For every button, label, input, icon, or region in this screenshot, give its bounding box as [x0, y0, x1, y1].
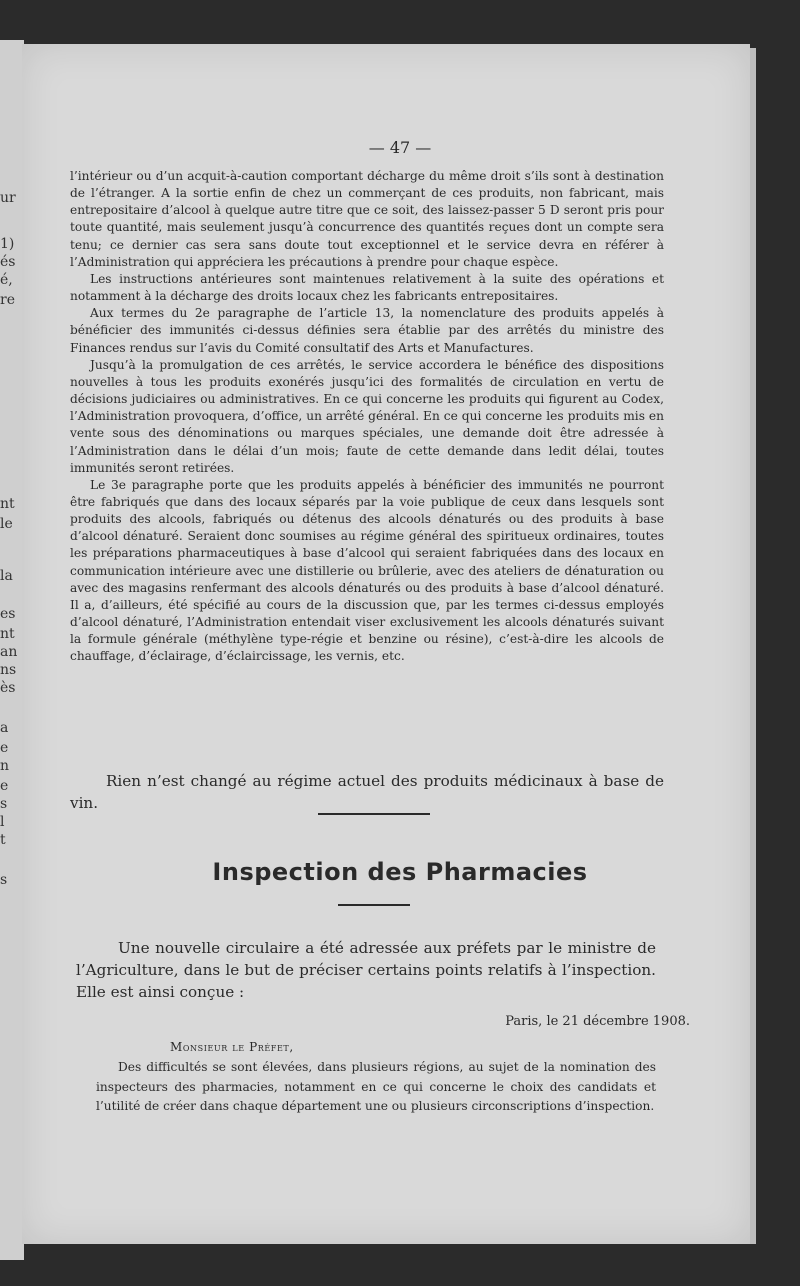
paragraph: Aux termes du 2e paragraphe de l’article 13, la nomenclature des produits appelés à bénéficier des immunités ci-dessus définies sera établie par des arrêtés du ministre des Finances rendus sur l’avis du Comité consultatif des Arts et Manufactures. — [70, 306, 664, 355]
facing-page-fragment: é, — [0, 272, 13, 288]
letter-body — [96, 1058, 656, 1117]
letter-paragraph: Des difficultés se sont élevées, dans plusieurs régions, au sujet de la nomination des inspecteurs des pharmacies, notamment en ce qui concerne le choix des candidats et l’utilité de créer dans chaque département une ou plusieurs circonscriptions d’inspection. — [96, 1060, 656, 1113]
facing-page-fragment: le — [0, 516, 13, 532]
facing-page-fragment: e — [0, 778, 9, 794]
facing-page-fragment: ur — [0, 190, 16, 206]
intro-paragraph: Une nouvelle circulaire a été adressée aux préfets par le ministre de l’Agriculture, dans le but de préciser certains points relatifs à l’inspection. Elle est ainsi conçue : — [76, 939, 656, 1001]
facing-page-fragment: a — [0, 720, 9, 736]
facing-page-fragment: nt — [0, 626, 15, 642]
facing-page-fragment: re — [0, 292, 15, 308]
section-title: Inspection des Pharmacies — [212, 858, 588, 886]
facing-page-fragment: es — [0, 606, 16, 622]
facing-page-fragment: ès — [0, 680, 16, 696]
facing-page-edge — [0, 40, 24, 1260]
salutation — [170, 1040, 294, 1054]
title-underline — [338, 904, 410, 906]
facing-page-fragment: nt — [0, 496, 15, 512]
dateline: Paris, le 21 décembre 1908. — [505, 1014, 690, 1029]
facing-page-fragment: e — [0, 740, 9, 756]
closing-statement: Rien n’est changé au régime actuel des produits médicinaux à base de vin. — [70, 772, 664, 812]
paragraph: l’intérieur ou d’un acquit-à-caution comportant décharge du même droit s’ils sont à destination de l’étranger. A la sortie enfin de chez un commerçant de ces produits, non fabricant, mais entrepositaire d’alcool à quelque autre titre que ce soit, des laissez-passer 5 D seront pris pour toute quantité, mais seulement jusqu’à concurrence des quantités reçues dont un compte sera tenu; ce dernier cas sera sans doute tout exceptionnel et le service devra en référer à l’Administration qui appréciera les précautions à prendre pour chaque espèce. — [70, 169, 664, 269]
facing-page-fragment: 1) — [0, 236, 15, 252]
salutation-text: Monsieur le Préfet, — [170, 1040, 294, 1054]
facing-page-fragment: ns — [0, 662, 17, 678]
facing-page-fragment: s — [0, 796, 8, 812]
facing-page-fragment: n — [0, 758, 10, 774]
facing-page-fragment: s — [0, 872, 8, 888]
facing-page-fragment: an — [0, 644, 18, 660]
body-text — [70, 168, 664, 666]
facing-page-fragment: la — [0, 568, 13, 584]
facing-page-fragment: l — [0, 814, 5, 830]
facing-page-fragment: t — [0, 832, 6, 848]
paragraph: Jusqu’à la promulgation de ces arrêtés, le service accordera le bénéfice des dispositions nouvelles à tous les produits exonérés jusqu’ici des formalités de circulation en vertu de décisions judiciaires ou administratives. En ce qui concerne les produits qui figurent au Codex, l’Administration provoquera, d’office, un arrêté général. En ce qui concerne les produits mis en vente sous des dénominations ou marques spéciales, une demande doit être adressée à l’Administration dans le délai d’un mois; faute de cette demande dans ledit délai, toutes immunités seront retirées. — [70, 357, 664, 475]
paragraph: Les instructions antérieures sont maintenues relativement à la suite des opérations et notamment à la décharge des droits locaux chez les fabricants entrepositaires. — [70, 271, 664, 304]
facing-page-fragment: és — [0, 254, 16, 270]
section-divider — [318, 813, 430, 815]
page-number: — 47 — — [368, 138, 432, 157]
paragraph: Le 3e paragraphe porte que les produits appelés à bénéficier des immunités ne pourront être fabriqués que dans des locaux séparés par la voie publique de ceux dans lesquels sont produits des alcools, fabriqués ou détenus des alcools dénaturés ou des produits à base d’alcool dénaturé. Seraient donc soumises au régime général des spiritueux ordinaires, toutes les préparations pharmaceutiques à base d’alcool qui seraient fabriquées dans des locaux en communication intérieure avec une distillerie ou brûlerie, avec des ateliers de dénaturation ou avec des magasins renfermant des alcools dénaturés ou des produits à base d’alcool dénaturé. Il a, d’ailleurs, été spécifié au cours de la discussion que, par les termes ci-dessus employés d’alcool dénaturé, l’Administration entendait viser exclusivement les alcools dénaturés suivant la formule générale (méthylène type-régie et benzine ou résine), c’est-à-dire les alcools de chauffage, d’éclairage, d’éclaircissage, les vernis, etc. — [70, 477, 664, 664]
